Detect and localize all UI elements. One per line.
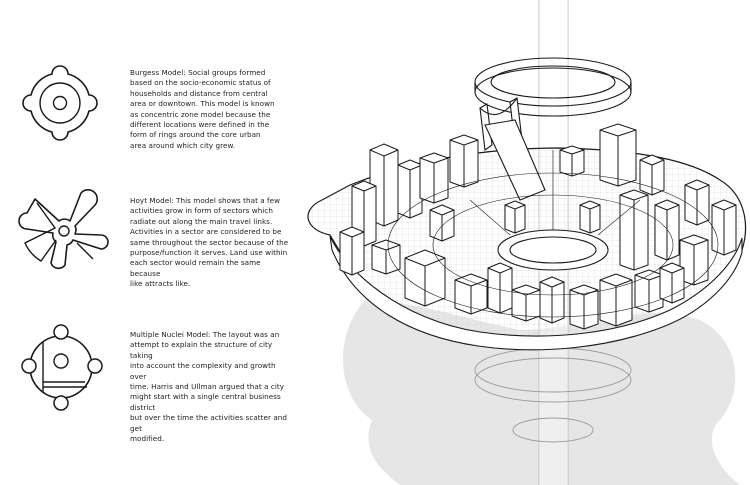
hoyt-model-icon	[15, 183, 115, 273]
burgess-model-icon	[15, 58, 105, 148]
multiple-nuclei-model-icon	[15, 320, 110, 415]
burgess-model-description: Burgess Model: Social groups formed based on the socio-economic status of households and distance from central area or downtown. This model is known as concentric zone model because the different locations were defined in the form of rings around the core urban area around which city grew.	[130, 68, 275, 150]
multiple-nuclei-model-description: Multiple Nuclei Model: The layout was an attempt to explain the structure of city taking into account the complexity and growth over time. Harris and Ullman argued that a city might start with a single central business district but over the time the activities scatter and get modified.	[130, 330, 288, 444]
central-plaza	[498, 230, 608, 270]
isometric-city-illustration	[300, 0, 750, 485]
hoyt-model-description: Hoyt Model: This model shows that a few activities grow in form of sectors which radiate out along the main travel links. Activities in a sector are considered to be same throughout the sector because of the purpose/function it serves. Land use within each sector would remain the same because like attracts like.	[130, 196, 289, 289]
